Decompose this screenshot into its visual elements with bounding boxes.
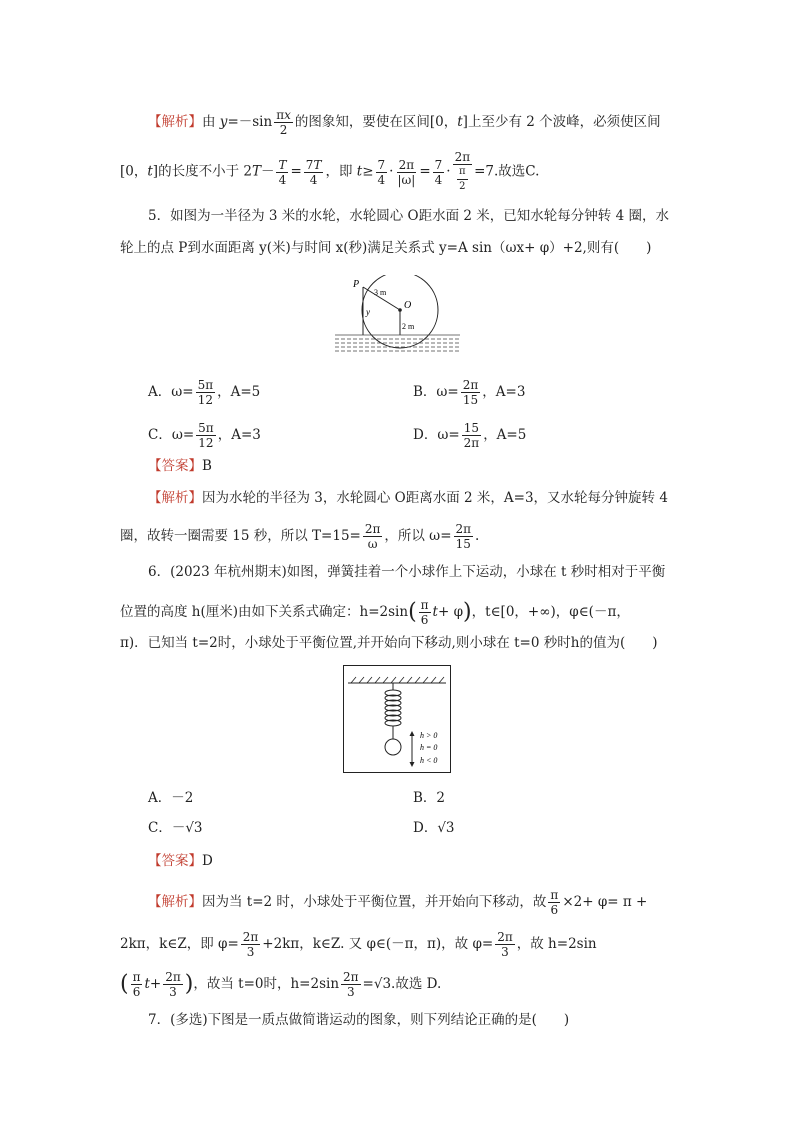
ball: [385, 739, 401, 755]
ceiling-hatch: [351, 677, 444, 683]
center-dot: [398, 308, 402, 312]
q5-stem-line1: 5．如图为一半径为 3 米的水轮，水轮圆心 O距水面 2 米，已知水轮每分钟转 4 圈，水: [148, 208, 669, 224]
q6-option-a[interactable]: A．－2: [148, 790, 194, 806]
label-O: O: [404, 300, 412, 311]
label-radius: 3 m: [374, 288, 387, 297]
q6-option-c[interactable]: C．－√3: [148, 820, 203, 836]
label-h-negative: h < 0: [420, 756, 438, 765]
q4-analysis-line2: [0，t]的长度不小于 2T－ $\frac{T}{4}$ = $\frac{7T}{4}$ ，即 t≥ $\frac{7}{4}$ · $\frac{2\pi}{|\omega|}$ = $\frac{7}{4}$ · $\frac{2\pi}{\frac{\pi}{2}}$ =7.故选C.: [120, 150, 540, 192]
q6-analysis-line1: 【解析】因为当 t=2 时，小球处于平衡位置，并开始向下移动，故 $\frac{\pi}{6}$ ×2+ φ= π +: [148, 888, 648, 917]
q4-analysis-line1: 【解析】由 y=－sin $\frac{\pi x}{2}$ 的图象知，要使在区间[0，t]上至少有 2 个波峰，必须使区间: [148, 108, 661, 137]
q6-stem-line3: π)．已知当 t=2时，小球处于平衡位置,并开始向下移动,则小球在 t=0 秒时h的值为( ): [120, 635, 658, 651]
label-y: y: [366, 307, 370, 317]
label-h-zero: h = 0: [420, 743, 438, 752]
spring-coil: [385, 683, 401, 739]
q5-option-c[interactable]: C．ω= $\frac{5\pi}{12}$ ，A=3: [148, 421, 261, 450]
water-wheel-figure: [330, 275, 465, 365]
q6-analysis-line3: ( $\frac{\pi}{6}$ t+ $\frac{2\pi}{3}$ )，故当 t=0时，h=2sin $\frac{2\pi}{3}$ =√3.故选 D.: [120, 970, 442, 999]
q5-stem-line2: 轮上的点 P到水面距离 y(米)与时间 x(秒)满足关系式 y=A sin（ωx+ φ）+2,则有( ): [120, 240, 652, 256]
q5-answer: 【答案】B: [148, 458, 212, 474]
q6-answer: 【答案】D: [148, 853, 213, 869]
q6-stem-line1: 6．(2023 年杭州期末)如图，弹簧挂着一个小球作上下运动，小球在 t 秒时相对于平衡: [148, 564, 666, 580]
analysis-tag: 【解析】: [148, 114, 202, 130]
q5-analysis-line1: 【解析】因为水轮的半径为 3，水轮圆心 O距离水面 2 米，A=3，又水轮每分钟旋转 4: [148, 490, 668, 506]
q6-option-d[interactable]: D．√3: [413, 820, 455, 836]
arrow-down-icon: [410, 762, 415, 767]
q5-option-b[interactable]: B．ω= $\frac{2\pi}{15}$ ，A=3: [413, 378, 526, 407]
q7-stem: 7．(多选)下图是一质点做简谐运动的图象，则下列结论正确的是( ): [148, 1012, 570, 1028]
q5-option-a[interactable]: A．ω= $\frac{5\pi}{12}$ ，A=5: [148, 378, 261, 407]
q6-option-b[interactable]: B．2: [413, 790, 446, 806]
fraction: $\frac{\pi x}{2}$: [276, 108, 291, 137]
q5-option-d[interactable]: D．ω= $\frac{15}{2\pi}$ ，A=5: [413, 421, 527, 450]
q5-analysis-line2: 圈，故转一圈需要 15 秒，所以 T=15= $\frac{2\pi}{\omega}$ ，所以 ω= $\frac{2\pi}{15}$ .: [120, 522, 480, 551]
label-h-positive: h > 0: [420, 731, 438, 740]
arrow-up-icon: [410, 731, 415, 736]
label-P: P: [353, 279, 360, 290]
q6-stem-line2: 位置的高度 h(厘米)由如下关系式确定：h=2sin( $\frac{\pi}{6}$ t+ φ)，t∈[0，+∞)，φ∈(－π，: [120, 598, 630, 627]
label-height: 2 m: [402, 322, 415, 331]
q6-analysis-line2: 2kπ，k∈Z，即 φ= $\frac{2\pi}{3}$ +2kπ，k∈Z. 又 φ∈(－π，π)，故 φ= $\frac{2\pi}{3}$ ，故 h=2sin: [120, 930, 597, 959]
water-surface: [335, 335, 460, 351]
spring-figure: [343, 665, 451, 773]
